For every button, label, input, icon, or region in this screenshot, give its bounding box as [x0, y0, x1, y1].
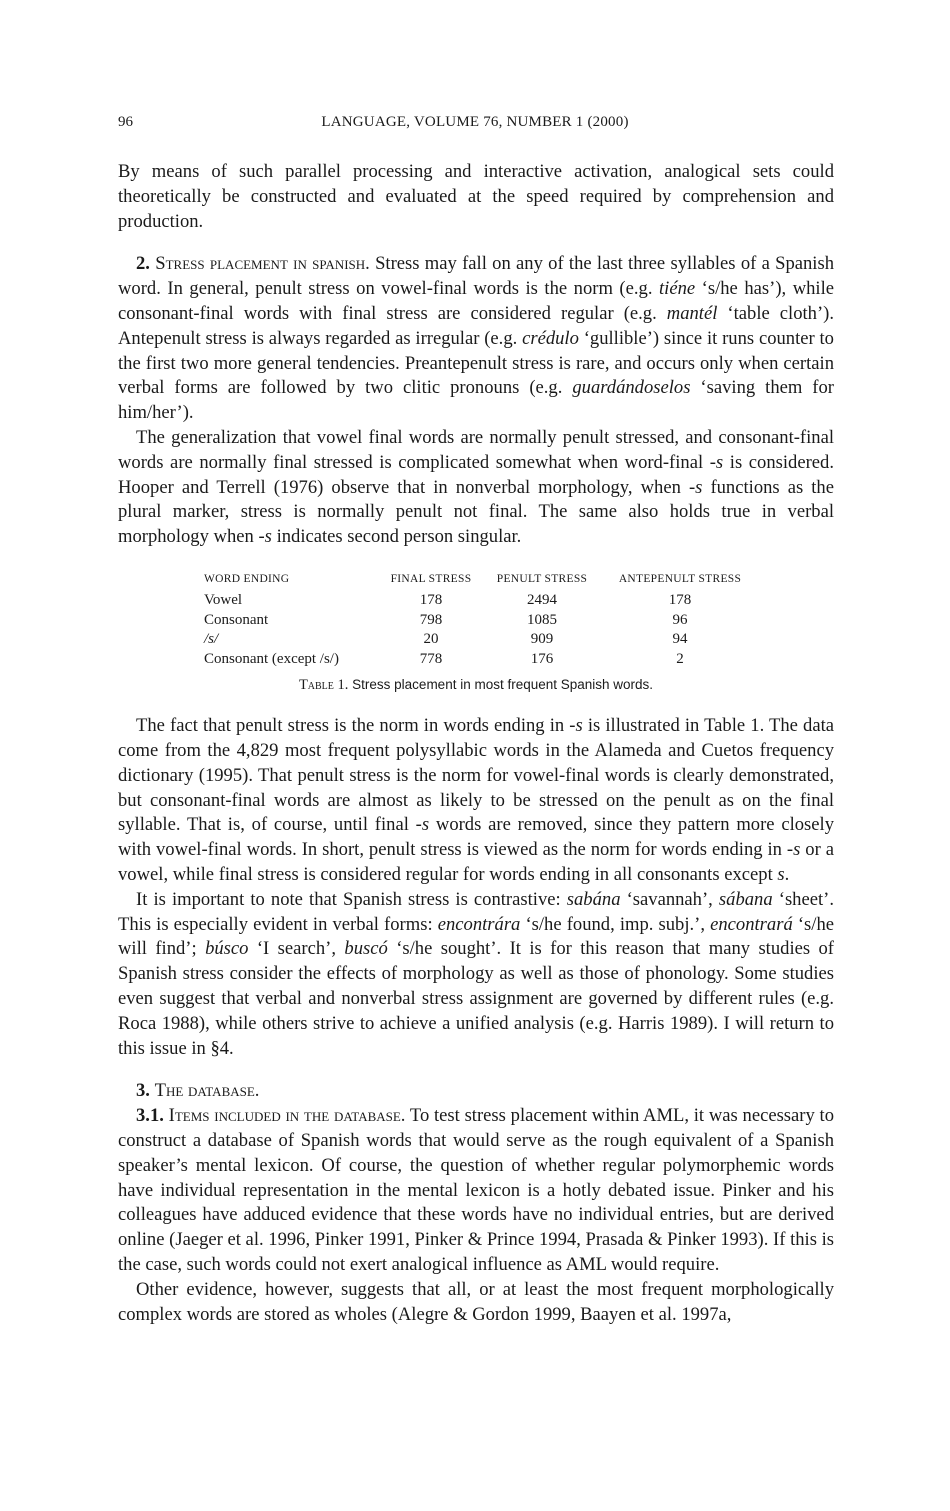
table-cell: 798	[419, 611, 443, 628]
table-caption	[118, 673, 834, 698]
table-cell: 176	[530, 650, 554, 667]
table-cell: Consonant (except /s/)	[204, 650, 339, 667]
section-heading: The database.	[154, 1080, 260, 1102]
table-cell: 2	[676, 650, 684, 667]
table-header-row	[204, 570, 756, 592]
running-title: LANGUAGE, VOLUME 76, NUMBER 1 (2000)	[321, 114, 629, 130]
article-body	[118, 160, 834, 1327]
table-row	[204, 650, 756, 670]
table-cell: 20	[423, 631, 439, 648]
column-header: ANTEPENULT STRESS	[618, 572, 742, 585]
table-cell: 96	[672, 611, 688, 628]
table-row	[204, 591, 756, 611]
column-header: PENULT STRESS	[496, 572, 588, 585]
table-cell: /s/	[204, 631, 219, 648]
column-header: WORD ENDING	[204, 572, 290, 585]
section-heading: Stress placement in spanish.	[155, 253, 370, 275]
table-cell: 94	[672, 631, 688, 648]
table-cell: 178	[419, 592, 443, 609]
subsection-heading: Items included in the database.	[168, 1105, 406, 1127]
table-cell: 2494	[527, 592, 557, 609]
subsection-number: 3.1.	[136, 1105, 164, 1127]
section-3-1-paragraph-2: Other evidence, however, suggests that all, or at least the most frequent morphologically complex words are stored as wholes (Alegre & Gordon 1999, Baayen et al. 1997a,	[118, 1278, 834, 1325]
section-number: 2.	[136, 253, 150, 275]
column-header: FINAL STRESS	[390, 572, 472, 585]
section-2-paragraph-2: The generalization that vowel final words are normally penult stressed, and consonant-final words are normally final stressed is complicated somewhat when word-final -s is considered. Hooper and Terrell (1976) observe that in nonverbal morphology, when -s functions as the plural marker, stress is normally penult not final. The same also holds true in verbal morphology when -s indicates second person singular.	[118, 426, 834, 548]
table-row	[204, 611, 756, 631]
paragraph: By means of such parallel processing and interactive activation, analogical sets could theoretically be constructed and evaluated at the speed required by comprehension and production.	[118, 161, 834, 232]
table-cell: 778	[419, 650, 443, 667]
table-row	[204, 630, 756, 650]
table-caption-text: Stress placement in most frequent Spanish words.	[348, 677, 654, 693]
running-header	[118, 114, 832, 138]
table-cell: Vowel	[204, 592, 243, 609]
section-number: 3.	[136, 1080, 150, 1102]
table-cell: Consonant	[204, 611, 269, 628]
table-cell: 909	[530, 631, 554, 648]
section-2-paragraph-4: It is important to note that Spanish stress is contrastive: sabána ‘savannah’, sábana ‘sheet’. This is especially evident in verbal forms: encontrára ‘s/he found, imp. subj.’, encontrará ‘s/he will find’; búsco ‘I search’, buscó ‘s/he sought’. It is for this reason that many studies of Spanish stress consider the effects of morphology as well as those of phonology. Some studies even suggest that verbal and nonverbal stress assignment are governed by different rules (e.g. Roca 1988), while others strive to achieve a unified analysis (e.g. Harris 1989). I will return to this issue in §4.	[118, 888, 834, 1059]
section-3-1-paragraph-1: 3.1. Items included in the database. To test stress placement within AML, it was necessary to construct a database of Spanish words that would serve as the rough equivalent of a Spanish speaker’s mental lexicon. Of course, the question of whether regular polymorphemic words have individual representation in the mental lexicon is a hotly debated issue. Pinker and his colleagues have adduced evidence that these words have no individual entries, but are derived online (Jaeger et al. 1996, Pinker 1991, Pinker & Prince 1994, Prasada & Pinker 1993). If this is the case, such words could not exert analogical influence as AML would require.	[118, 1105, 835, 1275]
table-cell: 1085	[527, 611, 557, 628]
table-caption-label: Table 1.	[298, 677, 349, 694]
section-3-heading	[118, 1079, 834, 1104]
section-2-paragraph-3: The fact that penult stress is the norm in words ending in -s is illustrated in Table 1. The data come from the 4,829 most frequent polysyllabic words in the Alameda and Cuetos frequency dictionary (1995). That penult stress is the norm for vowel-final words is clearly demonstrated, but consonant-final words are almost as likely to be stressed on the penult as on the final syllable. That is, of course, until final -s words are removed, since they pattern more closely with vowel-final words. In short, penult stress is viewed as the norm for words ending in -s or a vowel, while final stress is considered regular for words ending in all consonants except s.	[118, 715, 835, 886]
page-number: 96	[118, 114, 133, 130]
section-2-paragraph-1: 2. Stress placement in spanish. Stress may fall on any of the last three syllables of a Spanish word. In general, penult stress on vowel-final words is the norm (e.g. tiéne ‘s/he has’), while consonant-final words with final stress are considered regular (e.g. mantél ‘table cloth’). Antepenult stress is always regarded as irregular (e.g. crédulo ‘gullible’) since it runs counter to the first two more general tendencies. Preantepenult stress is rare, and occurs only when certain verbal forms are followed by two clitic pronouns (e.g. guardándoselos ‘saving them for him/her’).	[118, 253, 835, 424]
table-cell: 178	[668, 592, 692, 609]
stress-table	[204, 570, 756, 670]
